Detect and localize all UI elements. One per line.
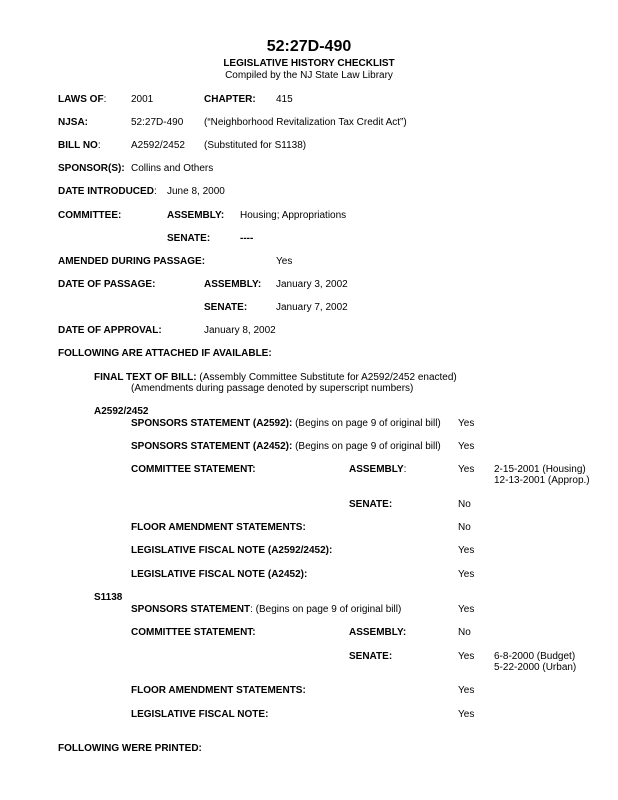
s-assembly-value: No <box>458 627 471 638</box>
committee-label: COMMITTEE: <box>58 210 122 221</box>
compiled-by: Compiled by the NJ State Law Library <box>225 70 393 81</box>
a-senate-value: No <box>458 499 471 510</box>
s-senate-value: Yes <box>458 651 475 662</box>
committee-senate-label: SENATE: <box>167 233 211 244</box>
a-assembly-date1: 2-15-2001 (Housing) <box>494 464 586 475</box>
s-floor-value: Yes <box>458 685 475 696</box>
laws-of-value: 2001 <box>131 94 154 105</box>
amended-value: Yes <box>276 256 293 267</box>
bill-no-colon: : <box>97 140 101 151</box>
a-assembly-colon: : <box>403 464 407 475</box>
a-assembly-label: ASSEMBLY <box>349 464 404 475</box>
bill-no-label: BILL NO <box>58 140 98 151</box>
date-introduced-colon: : <box>153 186 157 197</box>
a-fiscal1-label: LEGISLATIVE FISCAL NOTE (A2592/2452): <box>131 545 333 556</box>
laws-of-label: LAWS OF <box>58 94 104 105</box>
s-floor-label: FLOOR AMENDMENT STATEMENTS: <box>131 685 306 696</box>
a-floor-value: No <box>458 522 471 533</box>
passage-assembly-value: January 3, 2002 <box>276 279 348 290</box>
committee-assembly-label: ASSEMBLY: <box>167 210 225 221</box>
a-sponsors1-value: Yes <box>458 418 475 429</box>
bill-no-note: (Substituted for S1138) <box>204 140 307 151</box>
s-senate-label: SENATE: <box>349 651 393 662</box>
s-sponsors-value: Yes <box>458 604 475 615</box>
page-title: 52:27D-490 <box>266 38 352 55</box>
bill-no-value: A2592/2452 <box>131 140 185 151</box>
date-introduced-label-row <box>58 186 157 198</box>
passage-assembly-label: ASSEMBLY: <box>204 279 262 290</box>
printed-heading: FOLLOWING WERE PRINTED: <box>58 743 202 754</box>
a-sponsors2-row <box>131 441 441 453</box>
a-sponsors1-row <box>131 418 441 430</box>
njsa-note: (“Neighborhood Revitalization Tax Credit Act”) <box>204 117 407 128</box>
laws-of-label-row <box>58 94 106 106</box>
committee-senate-value: ---- <box>240 233 254 244</box>
s-sponsors-label: SPONSORS STATEMENT <box>131 604 251 615</box>
s-assembly-label: ASSEMBLY: <box>349 627 407 638</box>
approval-label: DATE OF APPROVAL: <box>58 325 162 336</box>
final-text-note2: (Amendments during passage denoted by superscript numbers) <box>131 383 414 394</box>
njsa-value: 52:27D-490 <box>131 117 184 128</box>
s-senate-date1: 6-8-2000 (Budget) <box>494 651 576 662</box>
a-floor-label: FLOOR AMENDMENT STATEMENTS: <box>131 522 306 533</box>
a-sponsors1-label: SPONSORS STATEMENT (A2592): <box>131 418 293 429</box>
a-sponsors1-note: (Begins on page 9 of original bill) <box>292 418 441 429</box>
njsa-label: NJSA: <box>58 117 89 128</box>
s-section-heading: S1138 <box>94 592 123 603</box>
chapter-label: CHAPTER: <box>204 94 256 105</box>
date-introduced-label: DATE INTRODUCED <box>58 186 154 197</box>
a-committee-label: COMMITTEE STATEMENT: <box>131 464 256 475</box>
a-senate-label: SENATE: <box>349 499 393 510</box>
a-sponsors2-value: Yes <box>458 441 475 452</box>
a-fiscal2-label: LEGISLATIVE FISCAL NOTE (A2452): <box>131 569 308 580</box>
sponsors-value: Collins and Others <box>131 163 214 174</box>
committee-assembly-value: Housing; Appropriations <box>240 210 347 221</box>
a-fiscal2-value: Yes <box>458 569 475 580</box>
s-fiscal-label: LEGISLATIVE FISCAL NOTE: <box>131 709 269 720</box>
sponsors-label: SPONSOR(S): <box>58 163 125 174</box>
laws-of-colon: : <box>103 94 107 105</box>
passage-label: DATE OF PASSAGE: <box>58 279 156 290</box>
s-sponsors-note: : (Begins on page 9 of original bill) <box>250 604 402 615</box>
bill-no-label-row <box>58 140 101 152</box>
a-assembly-value: Yes <box>458 464 475 475</box>
date-introduced-value: June 8, 2000 <box>167 186 225 197</box>
chapter-value: 415 <box>276 94 293 105</box>
passage-senate-value: January 7, 2002 <box>276 302 348 313</box>
final-text-label: FINAL TEXT OF BILL: <box>94 372 197 383</box>
a-section-heading: A2592/2452 <box>94 406 149 417</box>
page-subtitle: LEGISLATIVE HISTORY CHECKLIST <box>223 58 395 69</box>
final-text-note: (Assembly Committee Substitute for A2592/2452 enacted) <box>196 372 457 383</box>
a-sponsors2-label: SPONSORS STATEMENT (A2452): <box>131 441 293 452</box>
s-fiscal-value: Yes <box>458 709 475 720</box>
a-sponsors2-note: (Begins on page 9 of original bill) <box>292 441 441 452</box>
amended-label: AMENDED DURING PASSAGE: <box>58 256 206 267</box>
a-fiscal1-value: Yes <box>458 545 475 556</box>
a-assembly-date2: 12-13-2001 (Approp.) <box>494 475 590 486</box>
s-sponsors-row <box>131 604 401 616</box>
s-committee-label: COMMITTEE STATEMENT: <box>131 627 256 638</box>
approval-value: January 8, 2002 <box>204 325 276 336</box>
passage-senate-label: SENATE: <box>204 302 248 313</box>
a-assembly-label-row <box>349 464 406 476</box>
attached-heading: FOLLOWING ARE ATTACHED IF AVAILABLE: <box>58 348 272 359</box>
s-senate-date2: 5-22-2000 (Urban) <box>494 662 577 673</box>
